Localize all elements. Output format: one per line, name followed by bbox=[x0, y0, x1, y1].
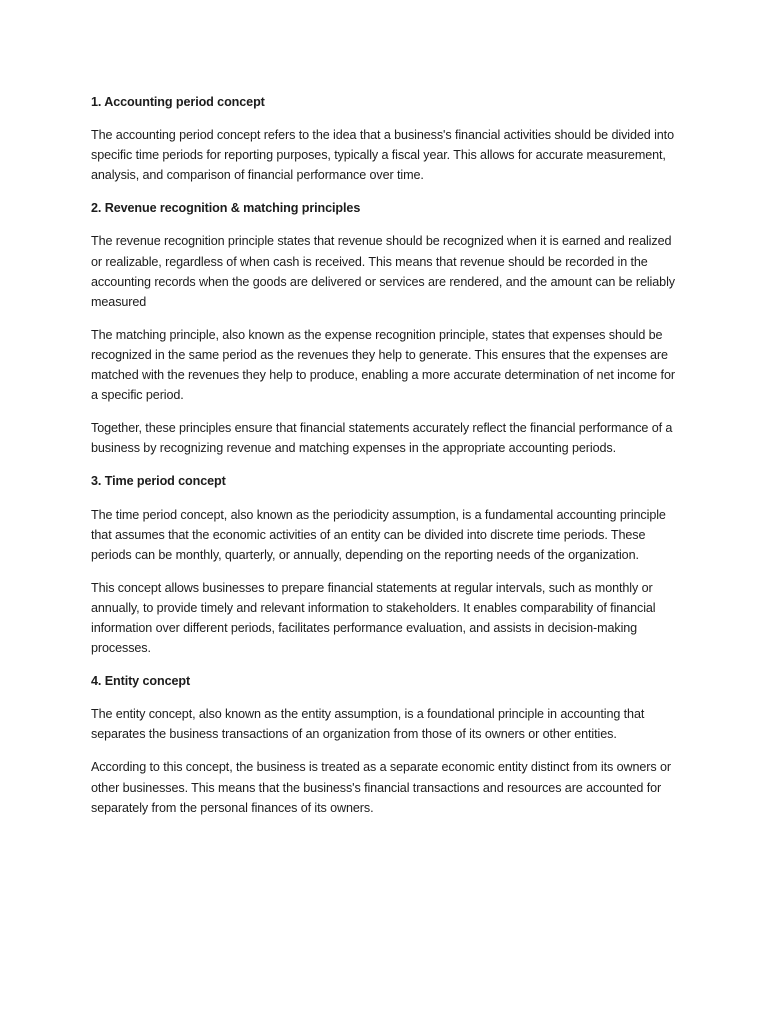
section-accounting-period bbox=[91, 92, 683, 185]
document-body bbox=[91, 92, 683, 831]
paragraph: The accounting period concept refers to the idea that a business's financial activities should be divided into specific time periods for reporting purposes, typically a fiscal year. This allows for accurate measurement, analysis, and comparison of financial performance over time. bbox=[91, 128, 674, 183]
section-heading: 4. Entity concept bbox=[91, 674, 191, 689]
section-time-period bbox=[91, 471, 683, 658]
section-heading: 3. Time period concept bbox=[91, 474, 226, 489]
section-heading: 2. Revenue recognition & matching principles bbox=[91, 201, 361, 216]
paragraph: According to this concept, the business is treated as a separate economic entity distinct from its owners or other businesses. This means that the business's financial transactions and resources are accounted for separately from the personal finances of its owners. bbox=[91, 760, 671, 815]
paragraph: The time period concept, also known as the periodicity assumption, is a fundamental accounting principle that assumes that the economic activities of an entity can be divided into discrete time periods. These periods can be monthly, quarterly, or annually, depending on the reporting needs of the organization. bbox=[91, 507, 666, 562]
paragraph: The revenue recognition principle states that revenue should be recognized when it is earned and realized or realizable, regardless of when cash is received. This means that revenue should be recorded in the accounting records when the goods are delivered or services are rendered, and the amount can be reliably measured bbox=[91, 234, 675, 309]
paragraph: This concept allows businesses to prepare financial statements at regular intervals, such as monthly or annually, to provide timely and relevant information to stakeholders. It enables comparability of financial information over different periods, facilitates performance evaluation, and assists in decision-making processes. bbox=[91, 580, 656, 656]
paragraph: The matching principle, also known as the expense recognition principle, states that expenses should be recognized in the same period as the revenues they help to generate. This ensures that the expenses are matched with the revenues they help to produce, enabling a more accurate determination of net income for a specific period. bbox=[91, 327, 675, 403]
paragraph: The entity concept, also known as the entity assumption, is a foundational principle in accounting that separates the business transactions of an organization from those of its owners or other entities. bbox=[91, 707, 645, 742]
paragraph: Together, these principles ensure that financial statements accurately reflect the financial performance of a business by recognizing revenue and matching expenses in the appropriate accounting periods. bbox=[91, 421, 673, 456]
section-heading: 1. Accounting period concept bbox=[91, 95, 265, 109]
section-revenue-recognition bbox=[91, 198, 683, 458]
section-entity-concept bbox=[91, 671, 683, 818]
